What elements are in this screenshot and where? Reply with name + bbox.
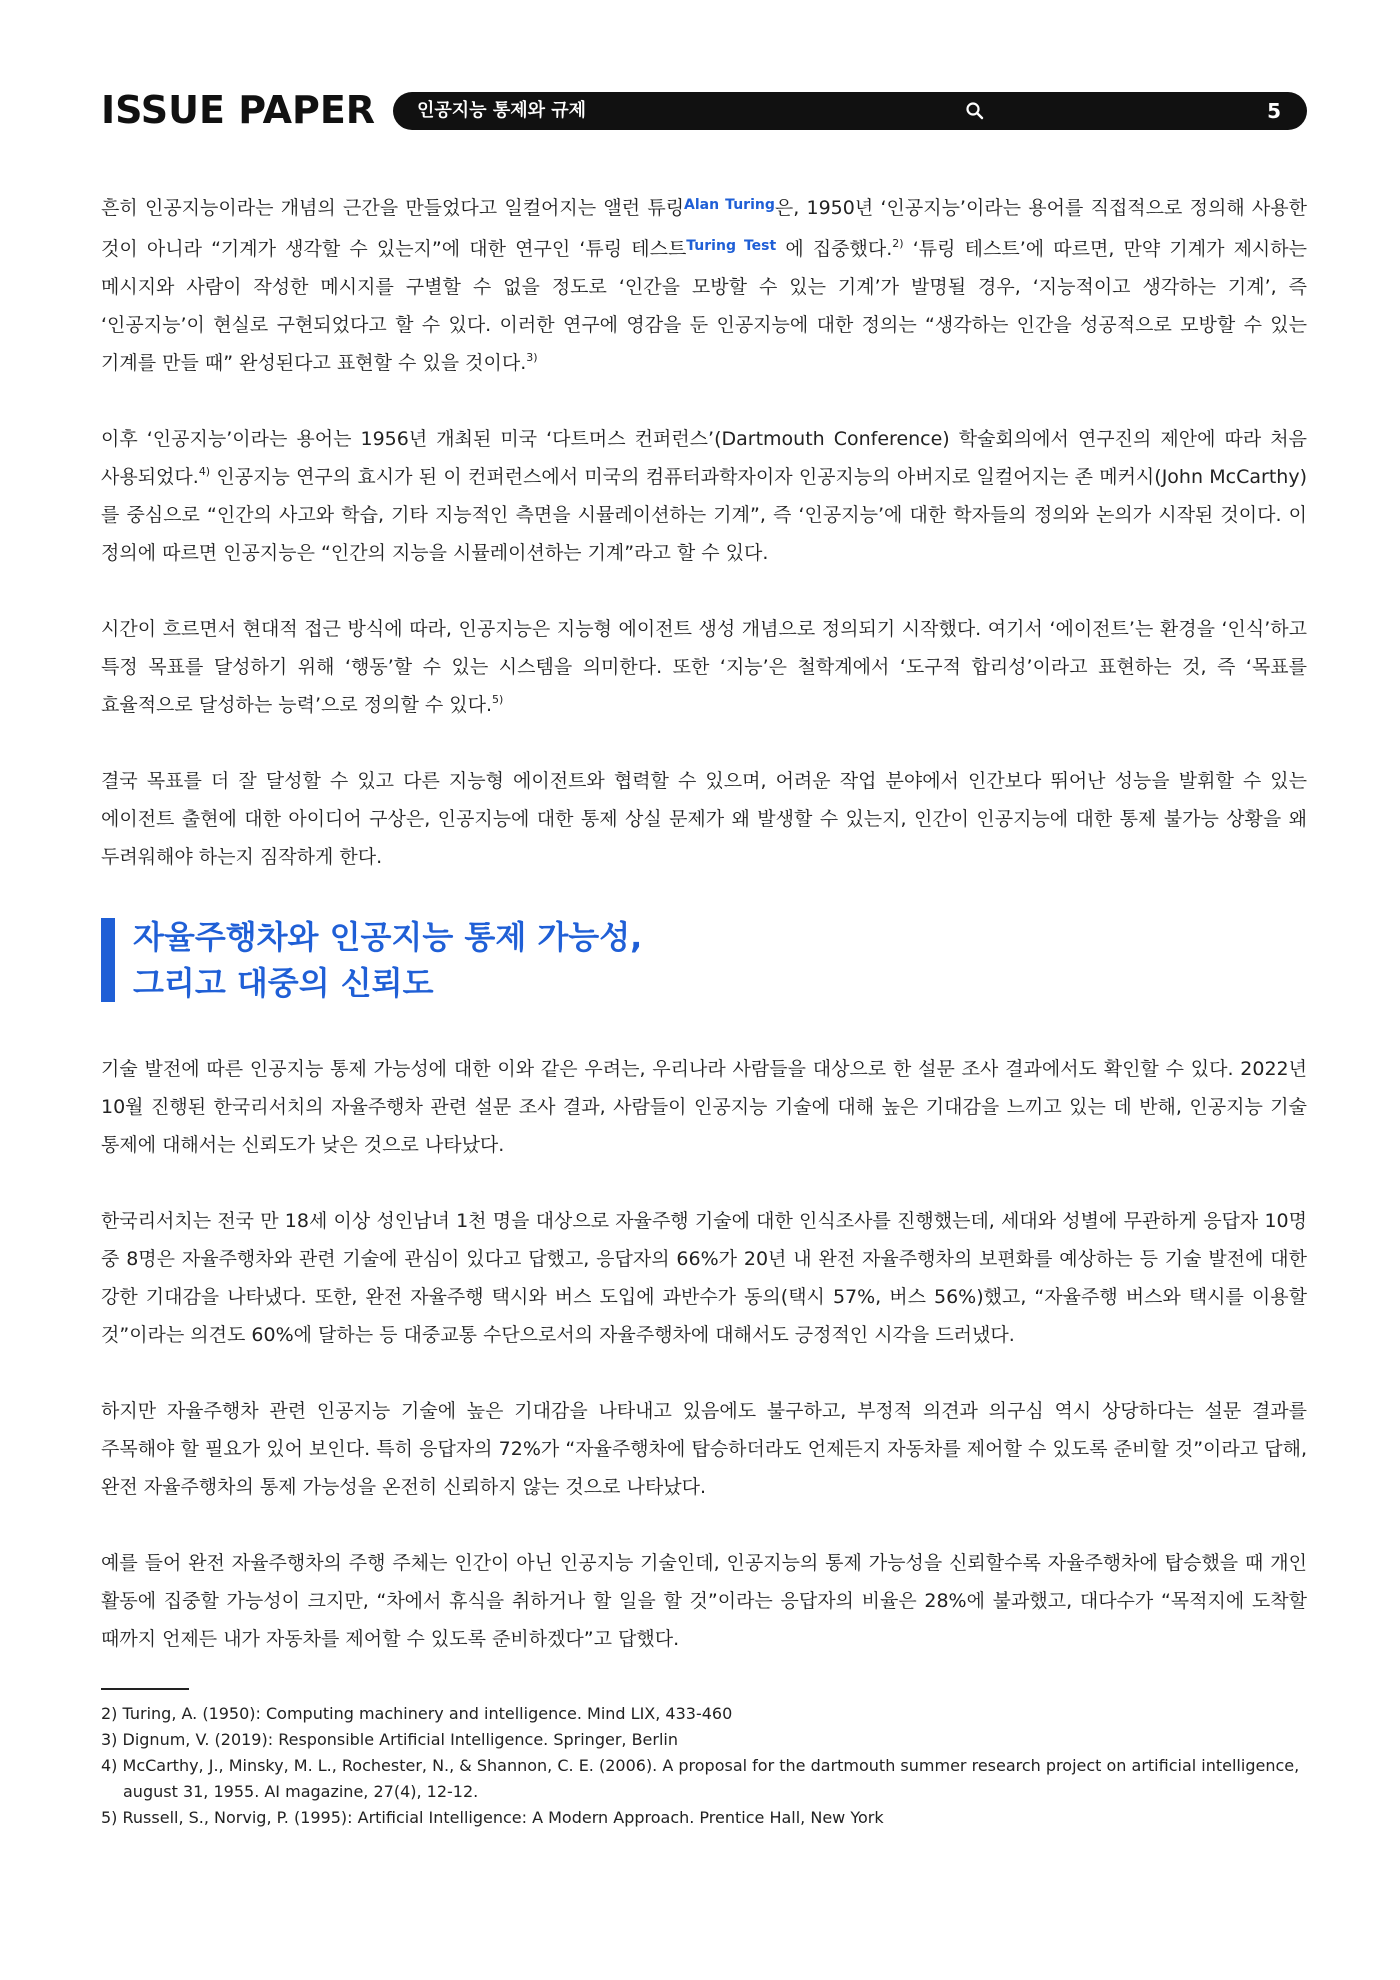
paragraph-2: 이후 ‘인공지능’이라는 용어는 1956년 개최된 미국 ‘다트머스 컨퍼런스’(Dartmouth Conference) 학술회의에서 연구진의 제안에 따라 처음 사용되었다.$^{4)}$ 인공지능 연구의 효시가 된 이 컨퍼런스에서 미국의 컴퓨터과학자이자 인공지능의 아버지로 일컬어지는 존 메커시(John McCarthy)를 중심으로 “인간의 사고와 학습, 기타 지능적인 측면을 시뮬레이션하는 기계”, 즉 ‘인공지능’에 대한 학자들의 정의와 논의가 시작된 것이다. 이 정의에 따르면 인공지능은 “인간의 지능을 시뮬레이션하는 기계”라고 할 수 있다. [101,428,1307,564]
footnote-3: 3) Dignum, V. (2019): Responsible Artificial Intelligence. Springer, Berlin [101,1730,678,1749]
paragraph-4: 결국 목표를 더 잘 달성할 수 있고 다른 지능형 에이전트와 협력할 수 있으며, 어려운 작업 분야에서 인간보다 뛰어난 성능을 발휘할 수 있는 에이전트 출현에 대한 아이디어 구상은, 인공지능에 대한 통제 상실 문제가 왜 발생할 수 있는지, 인간이 인공지능에 대한 통제 불가능 상황을 왜 두려워해야 하는지 짐작하게 한다. [101,770,1307,868]
page-header [101,90,1307,130]
paragraph-1: 흔히 인공지능이라는 개념의 근간을 만들었다고 일컬어지는 앨런 튜링$^{Alan Turing}$은, 1950년 ‘인공지능’이라는 용어를 직접적으로 정의해 사용한 것이 아니라 “기계가 생각할 수 있는지”에 대한 연구인 ‘튜링 테스트$^{Turing Test}$ 에 집중했다.$^{2)}$ ‘튜링 테스트’에 따르면, 만약 기계가 제시하는 메시지와 사람이 작성한 메시지를 구별할 수 없을 정도로 ‘인간을 모방할 수 있는 기계’가 발명될 경우, ‘지능적이고 생각하는 기계’, 즉 ‘인공지능’이 현실로 구현되었다고 할 수 있다. 이러한 연구에 영감을 둔 인공지능에 대한 정의는 “생각하는 인간을 성공적으로 모방할 수 있는 기계를 만들 때” 완성된다고 표현할 수 있을 것이다.$^{3)}$ [101,197,1307,374]
section-title-line-1: 자율주행차와 인공지능 통제 가능성, [133,918,643,956]
footnote-2: 2) Turing, A. (1950): Computing machinery and intelligence. Mind LIX, 433-460 [101,1704,733,1723]
footnote-ref: 2) [892,237,904,250]
brand-title: ISSUE PAPER [101,88,376,132]
english-term: Turing Test [686,238,777,254]
section-title-line-2: 그리고 대중의 신뢰도 [133,964,434,1002]
footnote-ref: 5) [492,693,504,706]
paragraph-8: 예를 들어 완전 자율주행차의 주행 주체는 인간이 아닌 인공지능 기술인데, 인공지능의 통제 가능성을 신뢰할수록 자율주행차에 탑승했을 때 개인 활동에 집중할 가능성이 크지만, “차에서 휴식을 취하거나 할 일을 할 것”이라는 응답자의 비율은 28%에 불과했고, 대다수가 “목적지에 도착할 때까지 언제든 내가 자동차를 제어할 수 있도록 준비하겠다”고 답했다. [101,1552,1307,1650]
footnote-ref: 4) [198,465,211,478]
search-icon[interactable] [965,101,985,121]
paragraph-7: 하지만 자율주행차 관련 인공지능 기술에 높은 기대감을 나타내고 있음에도 불구하고, 부정적 의견과 의구심 역시 상당하다는 설문 결과를 주목해야 할 필요가 있어 보인다. 특히 응답자의 72%가 “자율주행차에 탑승하더라도 언제든지 자동차를 제어할 수 있도록 준비할 것”이라고 답해, 완전 자율주행차의 통제 가능성을 온전히 신뢰하지 않는 것으로 나타났다. [101,1400,1307,1498]
paragraph-5: 기술 발전에 따른 인공지능 통제 가능성에 대한 이와 같은 우려는, 우리나라 사람들을 대상으로 한 설문 조사 결과에서도 확인할 수 있다. 2022년 10월 진행된 한국리서치의 자율주행차 관련 설문 조사 결과, 사람들이 인공지능 기술에 대해 높은 기대감을 느끼고 있는 데 반해, 인공지능 기술 통제에 대해서는 신뢰도가 낮은 것으로 나타났다. [101,1058,1307,1156]
page-number: 5 [1267,99,1281,123]
article-body [101,186,1307,1696]
section-heading [101,914,1307,1006]
header-bar [393,92,1307,130]
footnote-4: 4) McCarthy, J., Minsky, M. L., Rochester, N., & Shannon, C. E. (2006). A proposal for the dartmouth summer research project on artificial intelligence, august 31, 1955. AI magazine, 27(4), 12-12. [101,1756,1300,1801]
footnote-5: 5) Russell, S., Norvig, P. (1995): Artificial Intelligence: A Modern Approach. Prentice Hall, New York [101,1808,884,1827]
issue-title: 인공지능 통제와 규제 [417,100,587,121]
footnote-divider [101,1688,189,1690]
footnote-ref: 3) [526,351,538,364]
paragraph-6: 한국리서치는 전국 만 18세 이상 성인남녀 1천 명을 대상으로 자율주행 기술에 대한 인식조사를 진행했는데, 세대와 성별에 무관하게 응답자 10명 중 8명은 자율주행차와 관련 기술에 관심이 있다고 답했고, 응답자의 66%가 20년 내 완전 자율주행차의 보편화를 예상하는 등 기술 발전에 대한 강한 기대감을 나타냈다. 또한, 완전 자율주행 택시와 버스 도입에 과반수가 동의(택시 57%, 버스 56%)했고, “자율주행 버스와 택시를 이용할 것”이라는 의견도 60%에 달하는 등 대중교통 수단으로서의 자율주행차에 대해서도 긍정적인 시각을 드러냈다. [101,1210,1307,1346]
footnotes [101,1701,1307,1831]
paragraph-3: 시간이 흐르면서 현대적 접근 방식에 따라, 인공지능은 지능형 에이전트 생성 개념으로 정의되기 시작했다. 여기서 ‘에이전트’는 환경을 ‘인식’하고 특정 목표를 달성하기 위해 ‘행동’할 수 있는 시스템을 의미한다. 또한 ‘지능’은 철학계에서 ‘도구적 합리성’이라고 표현하는 것, 즉 ‘목표를 효율적으로 달성하는 능력’으로 정의할 수 있다.$^{5)}$ [101,618,1307,716]
section-accent-bar [101,918,115,1002]
english-term: Alan Turing [684,197,775,213]
